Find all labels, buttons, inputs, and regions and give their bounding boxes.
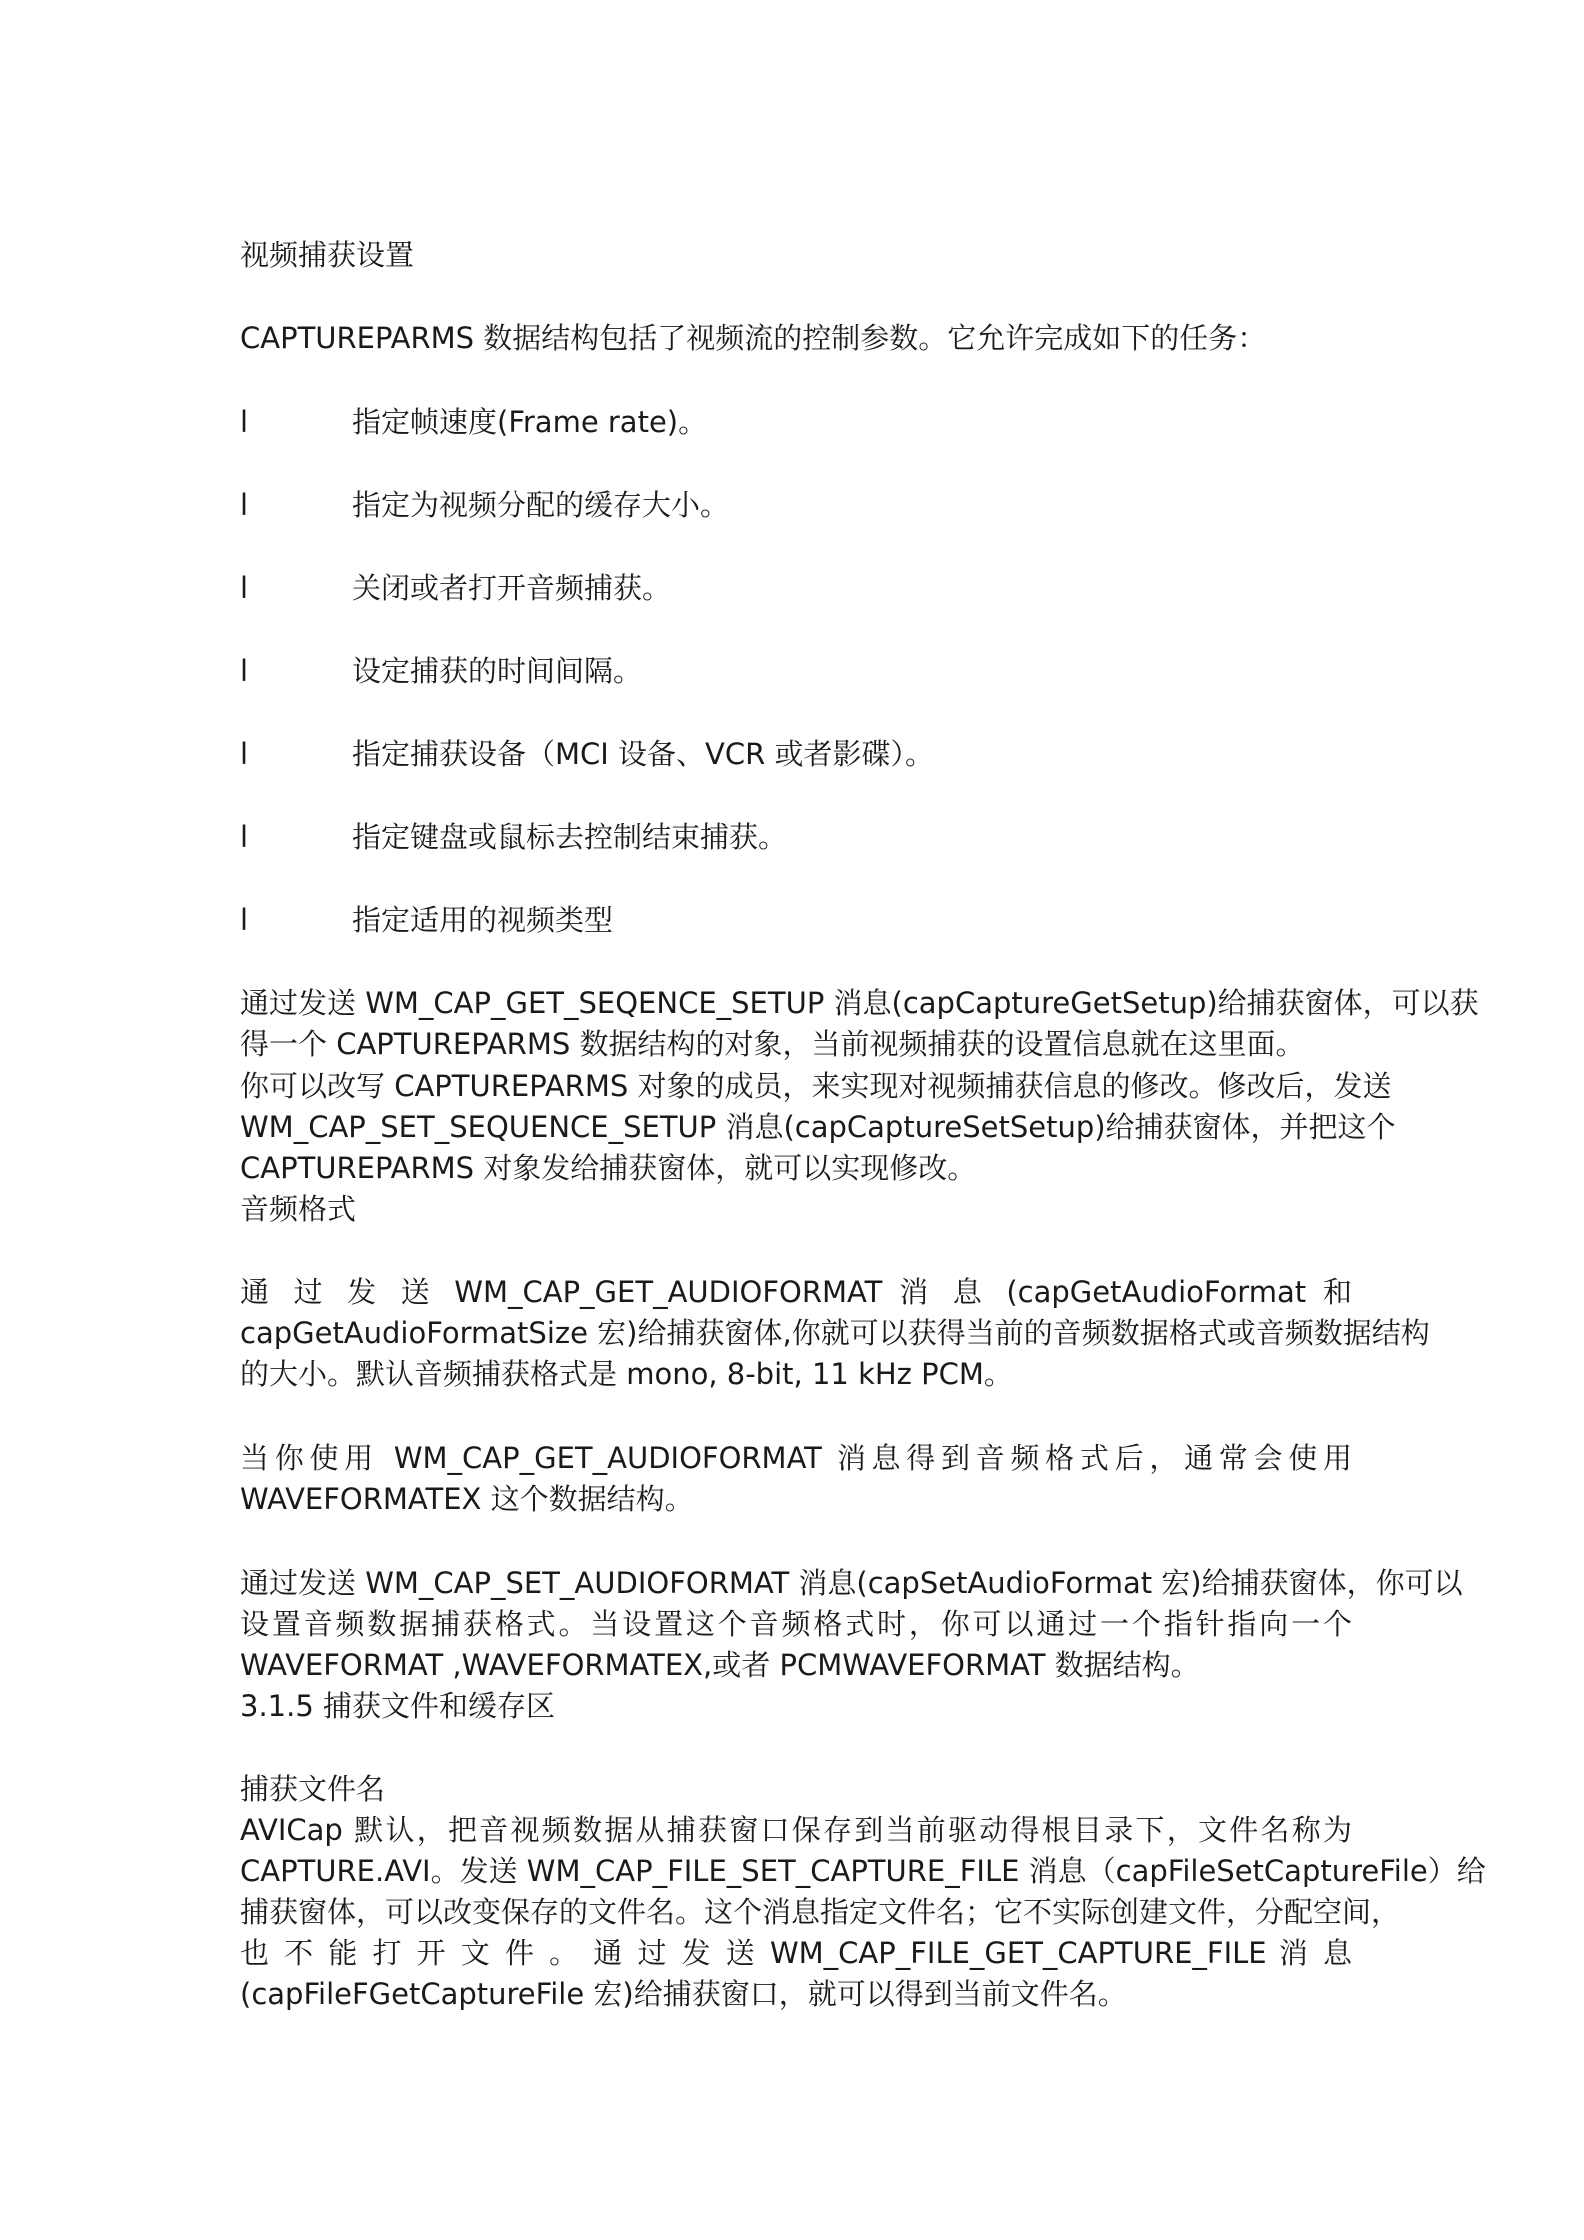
bullet-marker: l [240, 820, 249, 854]
paragraph-line: 设置音频数据捕获格式。当设置这个音频格式时，你可以通过一个指针指向一个 [240, 1607, 1352, 1641]
paragraph-set-audio-format [240, 1563, 1463, 1686]
paragraph-get-audio-format [240, 1272, 1430, 1395]
heading-section-3-1-5: 3.1.5 捕获文件和缓存区 [240, 1689, 556, 1723]
bullet-marker: l [240, 571, 249, 605]
list-item-text: 指定适用的视频类型 [352, 903, 614, 937]
list-item-text: 设定捕获的时间间隔。 [352, 654, 643, 688]
paragraph-line: CAPTUREPARMS 对象发给捕获窗体，就可以实现修改。 [240, 1151, 977, 1185]
bullet-marker: l [240, 488, 249, 522]
paragraph-line: 当你使用 WM_CAP_GET_AUDIOFORMAT 消息得到音频格式后，通常会使用 [240, 1441, 1352, 1475]
bullet-marker: l [240, 737, 249, 771]
bullet-marker: l [240, 654, 249, 688]
list-item-text: 指定帧速度(Frame rate)。 [352, 405, 708, 439]
heading-audio-format: 音频格式 [240, 1192, 357, 1226]
paragraph-set-setup [240, 1066, 1396, 1189]
bullet-marker: l [240, 405, 249, 439]
paragraph-get-setup [240, 983, 1479, 1065]
bullet-marker: l [240, 903, 249, 937]
heading-capture-filename: 捕获文件名 [240, 1772, 386, 1806]
paragraph-line: 通过发送 WM_CAP_GET_SEQENCE_SETUP 消息(capCaptureGetSetup)给捕获窗体，可以获 [240, 986, 1479, 1020]
paragraph-line: (capFileFGetCaptureFile 宏)给捕获窗口，就可以得到当前文件名。 [240, 1977, 1127, 2011]
document-page [240, 0, 1486, 2240]
heading-video-capture-settings: 视频捕获设置 [240, 238, 415, 272]
paragraph-line: WAVEFORMATEX 这个数据结构。 [240, 1482, 694, 1516]
paragraph-line: AVICap 默认，把音视频数据从捕获窗口保存到当前驱动得根目录下，文件名称为 [240, 1813, 1352, 1847]
list-item-text: 关闭或者打开音频捕获。 [352, 571, 672, 605]
paragraph-waveformatex [240, 1438, 1352, 1520]
paragraph-line: 捕获窗体，可以改变保存的文件名。这个消息指定文件名；它不实际创建文件，分配空间， [240, 1895, 1401, 1929]
paragraph-line: 得一个 CAPTUREPARMS 数据结构的对象，当前视频捕获的设置信息就在这里面。 [240, 1027, 1305, 1061]
paragraph-line: 通 过 发 送 WM_CAP_GET_AUDIOFORMAT 消 息 (capGetAudioFormat 和 [240, 1275, 1352, 1309]
list-item-text: 指定键盘或鼠标去控制结束捕获。 [352, 820, 788, 854]
paragraph-line: WAVEFORMAT ,WAVEFORMATEX,或者 PCMWAVEFORMAT 数据结构。 [240, 1648, 1200, 1682]
paragraph-capture-filename [240, 1810, 1486, 2015]
paragraph-line: WM_CAP_SET_SEQUENCE_SETUP 消息(capCaptureSetSetup)给捕获窗体，并把这个 [240, 1110, 1396, 1144]
paragraph-line: 也 不 能 打 开 文 件 。 通 过 发 送 WM_CAP_FILE_GET_CAPTURE_FILE 消 息 [240, 1936, 1352, 1970]
paragraph-line: capGetAudioFormatSize 宏)给捕获窗体,你就可以获得当前的音频数据格式或音频数据结构 [240, 1316, 1430, 1350]
paragraph-line: 你可以改写 CAPTUREPARMS 对象的成员，来实现对视频捕获信息的修改。修改后，发送 [240, 1069, 1392, 1103]
paragraph-line: CAPTURE.AVI。发送 WM_CAP_FILE_SET_CAPTURE_FILE 消息（capFileSetCaptureFile）给 [240, 1854, 1486, 1888]
list-item-text: 指定捕获设备（MCI 设备、VCR 或者影碟）。 [352, 737, 934, 771]
intro-paragraph: CAPTUREPARMS 数据结构包括了视频流的控制参数。它允许完成如下的任务： [240, 321, 1267, 355]
paragraph-line: 通过发送 WM_CAP_SET_AUDIOFORMAT 消息(capSetAudioFormat 宏)给捕获窗体，你可以 [240, 1566, 1463, 1600]
list-item-text: 指定为视频分配的缓存大小。 [352, 488, 730, 522]
paragraph-line: 的大小。默认音频捕获格式是 mono, 8-bit, 11 kHz PCM。 [240, 1357, 1013, 1391]
